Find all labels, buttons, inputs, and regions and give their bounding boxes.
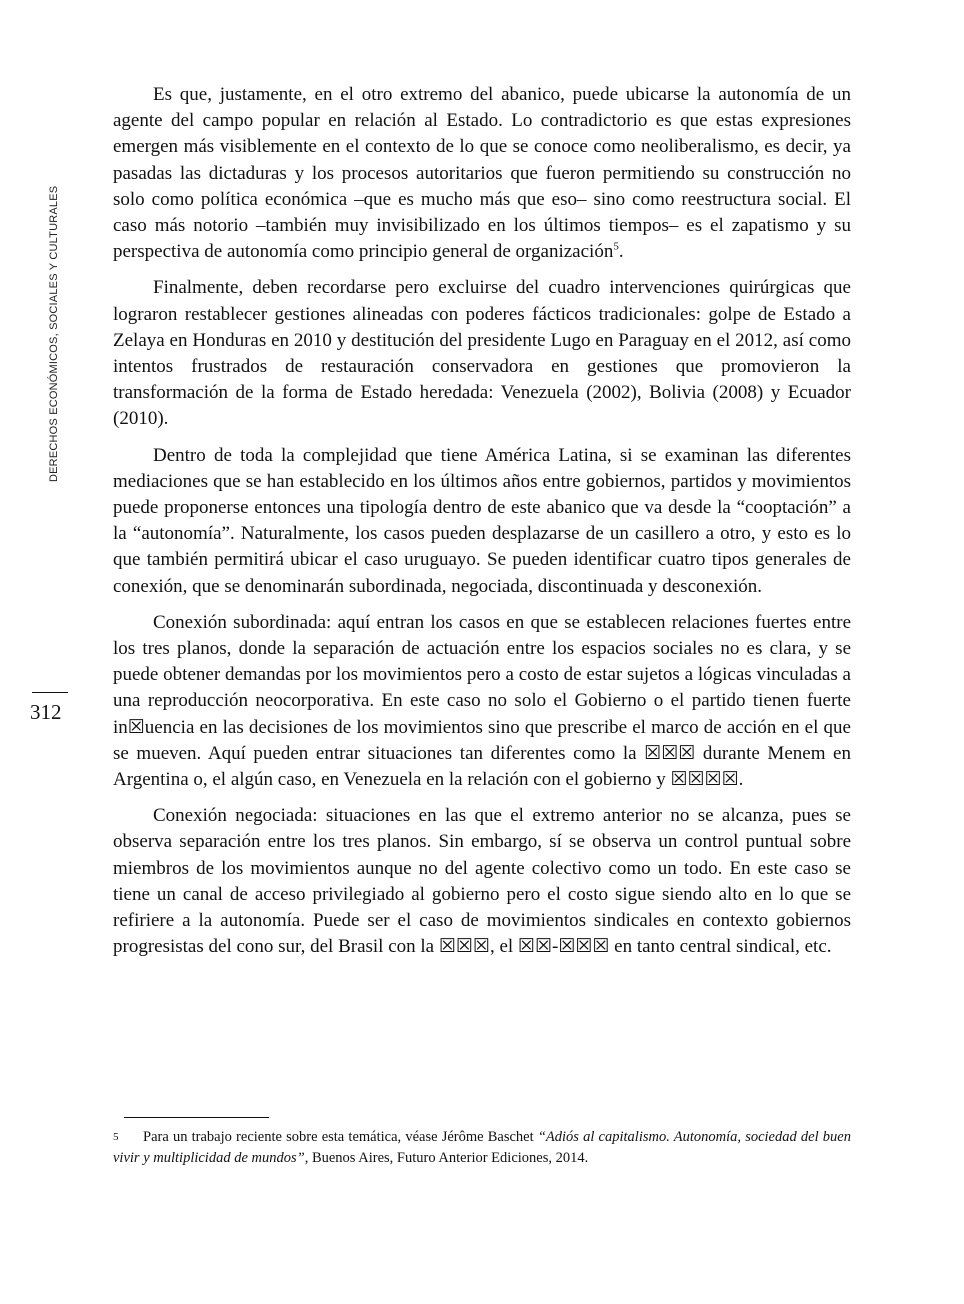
paragraph: Conexión negociada: situaciones en las que el extremo anterior no se alcanza, pues se observa separación entre los tres planos. Sin embargo, sí se observa un control puntual sobre miembros de los movimientos aunque no del agente colectivo como un todo. En este caso se tiene un canal de acceso privilegiado al gobierno pero el costo sigue siendo alto en lo que se refiriere a la autonomía. Puede ser el caso de movimientos sindicales en contexto gobiernos progresistas del cono sur, del Brasil con la ☒☒☒, el ☒☒-☒☒☒ en tanto central sindical, etc.	[113, 805, 851, 958]
body-text	[113, 82, 851, 971]
page-number: 312	[30, 700, 62, 724]
footnote-rule	[124, 1117, 269, 1118]
paragraph: Dentro de toda la complejidad que tiene América Latina, si se examinan las diferentes mediaciones que se han establecido en los últimos años entre gobiernos, partidos y movimientos puede proponerse entonces una tipología dentro de este abanico que va desde la “cooptación” a la “autonomía”. Naturalmente, los casos pueden desplazarse de un casillero a otro, y esto es lo que también permitirá ubicar el caso uruguayo. Se pueden identificar cuatro tipos generales de conexión, que se denominarán subordinada, negociada, discontinuada y desconexión.	[113, 444, 851, 597]
footnote-reference[interactable]: 5	[613, 240, 619, 253]
running-title: DERECHOS ECONÓMICOS, SOCIALES Y CULTURALES	[48, 185, 60, 482]
paragraph: Conexión subordinada: aquí entran los casos en que se establecen relaciones fuertes entre los tres planos, donde la separación de actuación entre los espacios sociales no es clara, y se puede obtener demandas por los movimientos pero a costo de estar sujetos a lógicas vinculadas a una reproducción neocorporativa. En este caso no solo el Gobierno o el partido tienen fuerte in☒uencia en las decisiones de los movimientos sino que prescribe el marco de acción en el que se mueven. Aquí pueden entrar situaciones tan diferentes como la ☒☒☒ durante Menem en Argentina o, el algún caso, en Venezuela en la relación con el gobierno y ☒☒☒☒.	[113, 611, 851, 791]
page-number-rule	[32, 692, 68, 693]
cited-title: “Adiós al capitalismo. Autonomía, sociedad del buen vivir y multiplicidad de mundos”	[113, 1129, 851, 1166]
paragraph: Es que, justamente, en el otro extremo del abanico, puede ubicarse la autonomía de un agente del campo popular en relación al Estado. Lo contradictorio es que estas expresiones emergen más visiblemente en el contexto de lo que se conoce como neoliberalismo, es decir, ya pasadas las dictaduras y los procesos autoritarios que fueron permitiendo su construcción no solo como política económica –que es mucho más que eso– sino como reestructura social. El caso más notorio –también muy invisibilizado en los últimos tiempos– es el zapatismo y su perspectiva de autonomía como principio general de organización$^5$.	[113, 84, 851, 263]
footnote-mark: 5	[113, 1131, 119, 1143]
paragraph: Finalmente, deben recordarse pero excluirse del cuadro intervenciones quirúrgicas que lograron restablecer gestiones alineadas con poderes fácticos tradicionales: golpe de Estado a Zelaya en Honduras en 2010 y destitución del presidente Lugo en Paraguay en el 2012, así como intentos frustrados de restauración conservadora en gestiones que promovieron la transformación de la forma de Estado heredada: Venezuela (2002), Bolivia (2008) y Ecuador (2010).	[113, 277, 851, 430]
footnote: 5 Para un trabajo reciente sobre esta temática, véase Jérôme Baschet “Adiós al capitalismo. Autonomía, sociedad del buen vivir y multiplicidad de mundos”, Buenos Aires, Futuro Anterior Ediciones, 2014.	[113, 1129, 851, 1166]
